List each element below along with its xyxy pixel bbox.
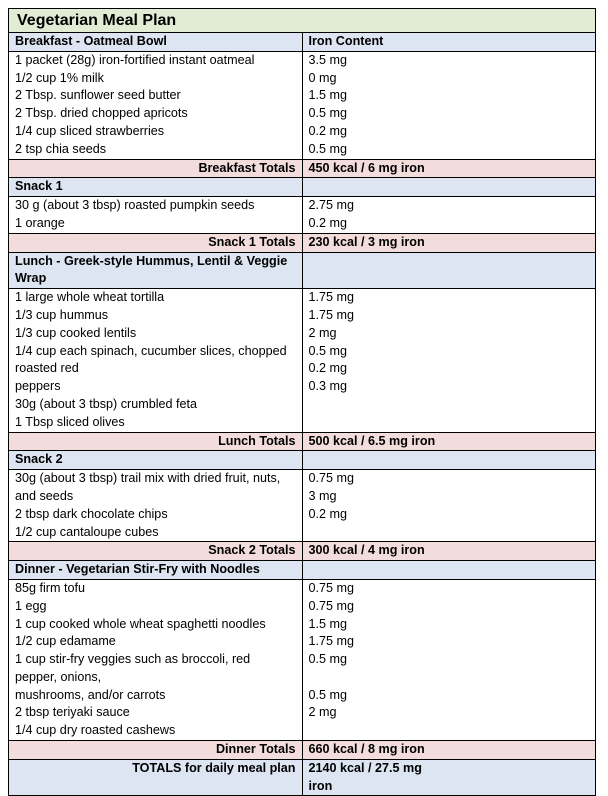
food-item: 1/4 cup each spinach, cucumber slices, chopped roasted red xyxy=(15,343,287,376)
totals-label: Lunch Totals xyxy=(9,432,303,451)
food-item: 1/2 cup 1% milk xyxy=(15,70,104,85)
iron-value: 0.75 mg xyxy=(308,598,355,613)
food-item: 1/4 cup dry roasted cashews xyxy=(15,723,176,738)
iron-value: 0.2 mg xyxy=(308,123,348,138)
iron-value: 0.5 mg xyxy=(308,687,348,702)
iron-value: 0.75 mg xyxy=(308,580,355,595)
section-header-row xyxy=(9,178,596,197)
iron-values-cell xyxy=(302,289,596,432)
iron-value xyxy=(309,669,590,687)
iron-value: 0.75 mg xyxy=(308,471,355,486)
section-header-row xyxy=(9,561,596,580)
iron-value xyxy=(309,396,590,414)
totals-row xyxy=(9,233,596,252)
totals-row xyxy=(9,542,596,561)
grand-total-value xyxy=(302,759,596,796)
grand-total-row xyxy=(9,759,596,796)
section-header-row xyxy=(9,33,596,52)
food-item: 1 packet (28g) iron-fortified instant oatmeal xyxy=(15,52,255,67)
iron-value: 3.5 mg xyxy=(308,52,348,67)
section-title: Lunch - Greek-style Hummus, Lentil & Veggie Wrap xyxy=(9,252,303,289)
totals-value: 500 kcal / 6.5 mg iron xyxy=(302,432,596,451)
iron-content-header xyxy=(302,561,596,580)
section-title: Breakfast - Oatmeal Bowl xyxy=(9,33,303,52)
items-row xyxy=(9,197,596,234)
iron-value: 1.5 mg xyxy=(308,88,348,103)
food-items-cell xyxy=(9,197,303,234)
grand-total-label: TOTALS for daily meal plan xyxy=(9,759,303,796)
iron-values-cell xyxy=(302,51,596,159)
meal-plan-table xyxy=(8,8,596,796)
totals-row xyxy=(9,741,596,760)
iron-value: 0.2 mg xyxy=(308,361,348,376)
grand-total-value-line1: 2140 kcal / 27.5 mg xyxy=(308,760,422,775)
iron-value: 2 mg xyxy=(308,705,337,720)
totals-label: Breakfast Totals xyxy=(9,159,303,178)
food-item: 1 cup stir-fry veggies such as broccoli, red pepper, onions, xyxy=(15,652,251,684)
iron-value: 2.75 mg xyxy=(308,198,355,213)
totals-value: 660 kcal / 8 mg iron xyxy=(302,741,596,760)
grand-total-value-line2: iron xyxy=(308,778,333,793)
totals-value: 300 kcal / 4 mg iron xyxy=(302,542,596,561)
food-item: 1 Tbsp sliced olives xyxy=(15,414,125,429)
iron-value: 0.2 mg xyxy=(308,215,348,230)
iron-values-cell xyxy=(302,197,596,234)
food-item: 2 Tbsp. dried chopped apricots xyxy=(15,106,188,121)
iron-content-header: Iron Content xyxy=(302,33,596,52)
iron-value: 1.75 mg xyxy=(308,634,355,649)
iron-content-header xyxy=(302,178,596,197)
iron-value: 2 mg xyxy=(308,325,337,340)
food-item: 2 tbsp dark chocolate chips xyxy=(15,506,168,521)
totals-row xyxy=(9,432,596,451)
food-items-cell xyxy=(9,51,303,159)
food-items-cell xyxy=(9,470,303,542)
food-item: peppers xyxy=(15,379,61,394)
food-item: 1/2 cup edamame xyxy=(15,634,116,649)
iron-value: 0.5 mg xyxy=(308,141,348,156)
items-row xyxy=(9,289,596,432)
food-item: 85g firm tofu xyxy=(15,580,85,595)
iron-values-cell xyxy=(302,579,596,740)
food-item: 30 g (about 3 tbsp) roasted pumpkin seeds xyxy=(15,198,255,213)
section-title: Snack 2 xyxy=(9,451,303,470)
iron-content-header xyxy=(302,451,596,470)
food-item: 1/4 cup sliced strawberries xyxy=(15,123,165,138)
section-title: Dinner - Vegetarian Stir-Fry with Noodles xyxy=(9,561,303,580)
iron-value: 0.5 mg xyxy=(308,652,348,667)
food-item: 1 cup cooked whole wheat spaghetti noodles xyxy=(15,616,266,631)
iron-value: 1.75 mg xyxy=(308,307,355,322)
food-item: 1 large whole wheat tortilla xyxy=(15,290,165,305)
section-header-row xyxy=(9,252,596,289)
items-row xyxy=(9,579,596,740)
items-row xyxy=(9,51,596,159)
iron-values-cell xyxy=(302,470,596,542)
totals-value: 450 kcal / 6 mg iron xyxy=(302,159,596,178)
title-row xyxy=(9,9,596,33)
food-item: mushrooms, and/or carrots xyxy=(15,687,166,702)
iron-value: 1.5 mg xyxy=(308,616,348,631)
food-item: 1/3 cup cooked lentils xyxy=(15,325,137,340)
iron-value: 1.75 mg xyxy=(308,290,355,305)
iron-value: 0 mg xyxy=(308,70,337,85)
iron-value: 0.5 mg xyxy=(308,343,348,358)
food-item: 1 orange xyxy=(15,215,65,230)
iron-value: 0.3 mg xyxy=(308,379,348,394)
food-item: 2 tsp chia seeds xyxy=(15,141,107,156)
items-row xyxy=(9,470,596,542)
totals-row xyxy=(9,159,596,178)
iron-value: 0.2 mg xyxy=(308,506,348,521)
food-item: 1/3 cup hummus xyxy=(15,307,109,322)
food-item: 2 tbsp teriyaki sauce xyxy=(15,705,130,720)
food-items-cell xyxy=(9,579,303,740)
section-header-row xyxy=(9,451,596,470)
food-item: 1 egg xyxy=(15,598,47,613)
totals-value: 230 kcal / 3 mg iron xyxy=(302,233,596,252)
food-item: 30g (about 3 tbsp) crumbled feta xyxy=(15,396,198,411)
totals-label: Snack 1 Totals xyxy=(9,233,303,252)
food-item: 1/2 cup cantaloupe cubes xyxy=(15,524,159,539)
page-title: Vegetarian Meal Plan xyxy=(9,9,596,33)
totals-label: Dinner Totals xyxy=(9,741,303,760)
food-items-cell xyxy=(9,289,303,432)
food-item: 2 Tbsp. sunflower seed butter xyxy=(15,88,181,103)
iron-value: 3 mg xyxy=(308,488,337,503)
iron-content-header xyxy=(302,252,596,289)
totals-label: Snack 2 Totals xyxy=(9,542,303,561)
food-item: 30g (about 3 tbsp) trail mix with dried fruit, nuts, and seeds xyxy=(15,471,281,503)
iron-value: 0.5 mg xyxy=(308,106,348,121)
section-title: Snack 1 xyxy=(9,178,303,197)
